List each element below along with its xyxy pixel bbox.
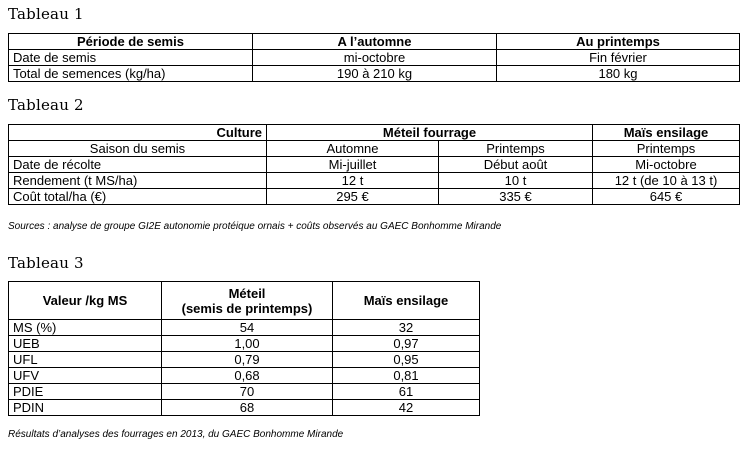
table-cell: mi-octobre [253,50,497,66]
table-subheader-row [9,141,740,157]
table-cell: 10 t [439,173,593,189]
table-cell: 335 € [439,189,593,205]
table-header-cell: A l’automne [253,34,497,50]
table-cell: Date de récolte [9,157,267,173]
tableau-2 [8,124,740,205]
header-line-1: Méteil [228,285,266,301]
table-header-cell: Au printemps [497,34,740,50]
table-cell: 0,97 [333,336,480,352]
table-cell: 295 € [267,189,439,205]
table-cell: 0,79 [162,352,333,368]
table-row [9,352,480,368]
tableau-2-title: Tableau 2 [8,96,84,114]
tableau-2-source: Sources : analyse de groupe GI2E autonomie protéique ornais + coûts observés au GAEC Bonhomme Mirande [8,221,502,232]
table-cell: 0,95 [333,352,480,368]
table-header-cell: Maïs ensilage [593,125,740,141]
table-cell: Mi-juillet [267,157,439,173]
table-header-row [9,125,740,141]
tableau-3 [8,281,480,416]
table-cell: Mi-octobre [593,157,740,173]
table-cell: PDIE [9,384,162,400]
tableau-3-title: Tableau 3 [8,254,84,272]
table-cell: 645 € [593,189,740,205]
table-header-cell [162,282,333,320]
table-cell: UEB [9,336,162,352]
table-cell: PDIN [9,400,162,416]
table-cell: 190 à 210 kg [253,66,497,82]
table-cell: Rendement (t MS/ha) [9,173,267,189]
table-cell: 180 kg [497,66,740,82]
table-header-row [9,34,740,50]
table-row [9,50,740,66]
table-cell: Total de semences (kg/ha) [9,66,253,82]
tableau-1 [8,33,740,82]
table-cell: Fin février [497,50,740,66]
table-cell: Printemps [439,141,593,157]
tableau-1-title: Tableau 1 [8,5,84,23]
table-header-row [9,282,480,320]
table-cell: UFL [9,352,162,368]
table-cell: Coût total/ha (€) [9,189,267,205]
table-cell: Printemps [593,141,740,157]
table-header-cell: Maïs ensilage [333,282,480,320]
table-row [9,384,480,400]
table-cell: 1,00 [162,336,333,352]
table-header-cell: Méteil fourrage [267,125,593,141]
table-cell: 0,81 [333,368,480,384]
table-header-cell: Période de semis [9,34,253,50]
tableau-3-source: Résultats d’analyses des fourrages en 2013, du GAEC Bonhomme Mirande [8,429,344,440]
table-cell: 68 [162,400,333,416]
table-cell: 12 t (de 10 à 13 t) [593,173,740,189]
table-row [9,400,480,416]
table-cell: Début août [439,157,593,173]
table-cell: UFV [9,368,162,384]
table-cell: 0,68 [162,368,333,384]
table-row [9,66,740,82]
table-row [9,173,740,189]
table-row [9,368,480,384]
table-cell: MS (%) [9,320,162,336]
table-cell: Saison du semis [9,141,267,157]
table-cell: 61 [333,384,480,400]
table-cell: 70 [162,384,333,400]
table-cell: 32 [333,320,480,336]
table-cell: 54 [162,320,333,336]
table-row [9,336,480,352]
table-row [9,320,480,336]
table-row [9,189,740,205]
header-line-2: (semis de printemps) [181,300,313,316]
table-row [9,157,740,173]
table-header-cell: Culture [9,125,267,141]
table-cell: 42 [333,400,480,416]
table-cell: 12 t [267,173,439,189]
table-cell: Automne [267,141,439,157]
table-header-cell: Valeur /kg MS [9,282,162,320]
table-cell: Date de semis [9,50,253,66]
